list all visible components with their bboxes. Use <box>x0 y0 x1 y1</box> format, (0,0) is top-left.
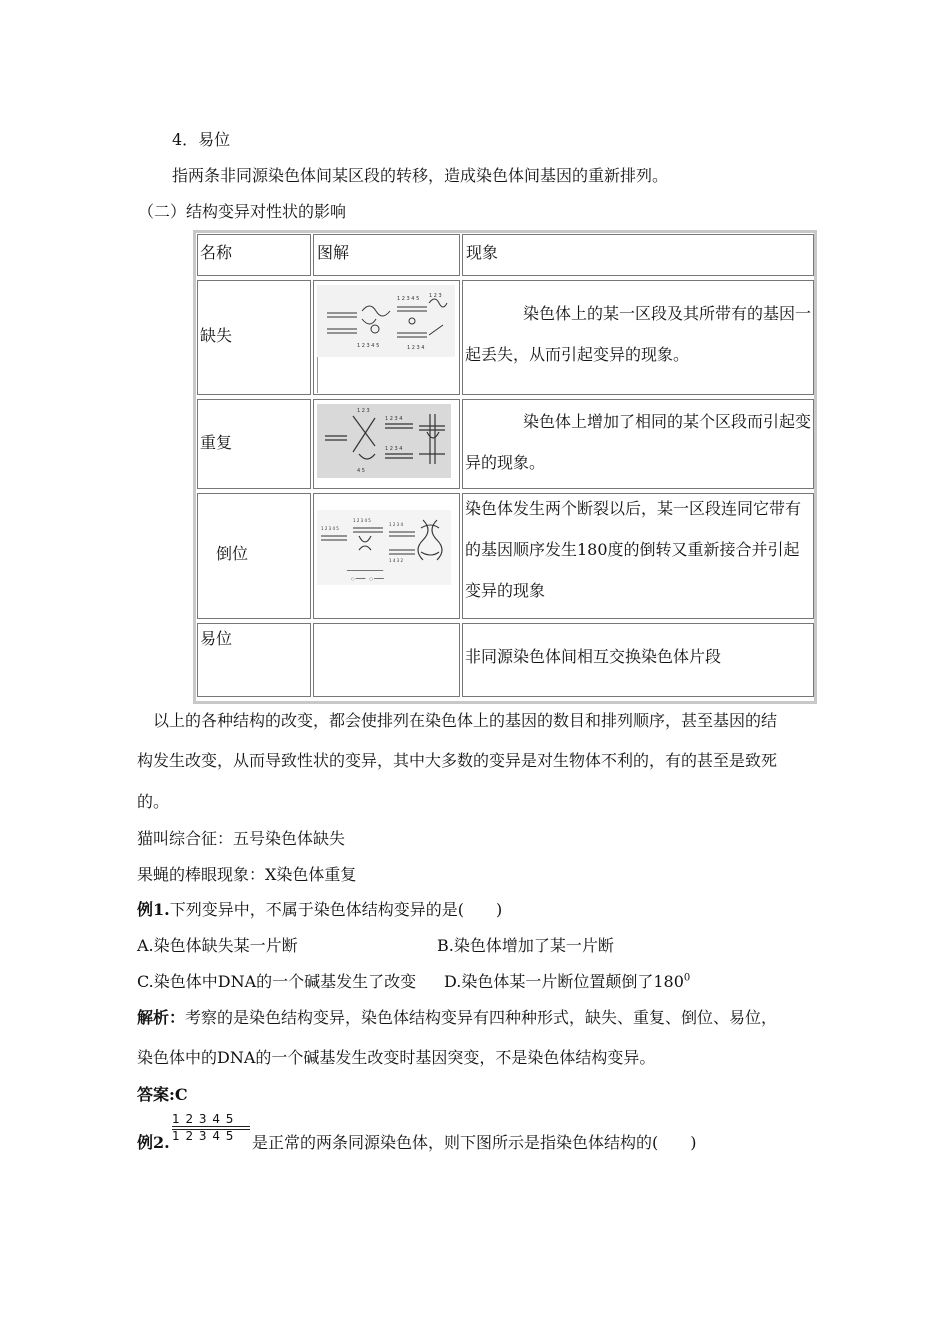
svg-text:1 4 3 2: 1 4 3 2 <box>389 558 403 563</box>
svg-text:1 2 3 4: 1 2 3 4 <box>385 446 403 452</box>
header-cell-diagram <box>313 234 460 276</box>
example-2-label: 例2. <box>137 1133 170 1152</box>
note-cri-du-chat: 猫叫综合征：五号染色体缺失 <box>137 829 346 848</box>
chromosome-bottom-labels: 1 2 3 4 5 <box>172 1129 235 1143</box>
svg-text:1 2 3 4 5: 1 2 3 4 5 <box>321 526 339 531</box>
deletion-chromosome-figure <box>317 285 455 357</box>
variation-table <box>193 230 817 704</box>
row-translocation-desc-cell <box>462 623 814 697</box>
answer-label: 答案: <box>137 1085 175 1104</box>
option-a: A.染色体缺失某一片断 <box>137 936 298 955</box>
example-2-question <box>137 1130 170 1153</box>
header-cell-phenomenon <box>462 234 814 276</box>
row-deletion-desc: 染色体上的某一区段及其所带有的基因一起丢失，从而引起变异的现象。 <box>465 304 812 364</box>
duplication-chromosome-figure <box>317 404 451 478</box>
svg-text:━━━━━━━━━━━━━━━: ━━━━━━━━━━━━━━━ <box>347 568 384 573</box>
row-duplication-diagram-cell <box>313 399 460 489</box>
analysis-line-1 <box>137 1005 777 1028</box>
svg-text:1 2 3 4 5: 1 2 3 4 5 <box>397 296 420 302</box>
inversion-chromosome-figure <box>317 510 451 585</box>
row-inversion-name-cell <box>197 493 311 619</box>
row-deletion-desc-cell <box>462 280 814 395</box>
row-translocation-diagram-cell <box>313 623 460 697</box>
heading-translocation: 4．易位 <box>172 130 231 149</box>
row-duplication-name-cell <box>197 399 311 489</box>
row-deletion-name: 缺失 <box>200 326 233 345</box>
duplication-diagram <box>317 404 451 478</box>
svg-text:1 2 3: 1 2 3 <box>357 408 370 414</box>
option-d-superscript: 0 <box>683 972 691 984</box>
summary-paragraph-line-3: 的。 <box>137 792 170 811</box>
row-inversion-desc-cell <box>462 493 814 619</box>
svg-text:4 5: 4 5 <box>357 468 365 474</box>
note-bar-eye: 果蝇的棒眼现象：X染色体重复 <box>137 865 357 884</box>
translocation-description: 指两条非同源染色体间某区段的转移，造成染色体间基因的重新排列。 <box>172 166 669 185</box>
row-translocation-name-cell <box>197 623 311 697</box>
section-title: （二）结构变异对性状的影响 <box>138 202 347 221</box>
example-1-question <box>137 897 502 920</box>
row-inversion-diagram-cell <box>313 493 460 619</box>
diagram-cell-divider <box>317 357 318 393</box>
option-d-text: D.染色体某一片断位置颠倒了180 <box>444 972 684 991</box>
analysis-line-2: 染色体中的DNA的一个碱基发生改变时基因突变，不是染色体结构变异。 <box>137 1048 656 1067</box>
option-b: B.染色体增加了某一片断 <box>437 936 614 955</box>
example-2-text: 是正常的两条同源染色体，则下图所示是指染色体结构的( ) <box>252 1133 697 1152</box>
analysis-label: 解析： <box>137 1008 186 1027</box>
chromosome-top-labels: 1 2 3 4 5 <box>172 1112 235 1126</box>
option-c: C.染色体中DNA的一个碱基发生了改变 <box>137 972 417 991</box>
svg-text:1 2 3 4: 1 2 3 4 <box>407 345 425 351</box>
analysis-text-1: 考察的是染色结构变异，染色体结构变异有四种种形式，缺失、重复、倒位、易位， <box>185 1008 778 1027</box>
header-cell-name <box>197 234 311 276</box>
svg-text:○ ━━━━ ○ ━━━━: ○ ━━━━ ○ ━━━━ <box>351 576 384 581</box>
summary-paragraph-line-1: 以上的各种结构的改变，都会使排列在染色体上的基因的数目和排列顺序，甚至基因的结 <box>153 711 778 730</box>
row-duplication-desc-cell <box>462 399 814 489</box>
inversion-diagram <box>317 510 451 585</box>
answer-value: C <box>174 1085 188 1104</box>
svg-text:1 2 3: 1 2 3 <box>429 293 442 299</box>
chromosome-top-line <box>172 1126 250 1127</box>
row-deletion-diagram-cell <box>313 280 460 395</box>
header-phenomenon: 现象 <box>466 243 499 262</box>
example-1-label: 例1. <box>137 900 170 919</box>
row-translocation-desc: 非同源染色体间相互交换染色体片段 <box>465 647 722 666</box>
row-inversion-desc: 染色体发生两个断裂以后，某一区段连同它带有的基因顺序发生180度的倒转又重新接合并引起变异的现象 <box>465 499 802 600</box>
row-duplication-name: 重复 <box>200 433 233 452</box>
homologous-chromosome-figure <box>172 1112 252 1148</box>
svg-text:1 2 3 4 5: 1 2 3 4 5 <box>353 518 371 523</box>
summary-paragraph-line-2: 构发生改变，从而导致性状的变异，其中大多数的变异是对生物体不利的，有的甚至是致死 <box>137 751 778 770</box>
svg-text:1 2 3 4: 1 2 3 4 <box>385 416 403 422</box>
example-1-text: 下列变异中，不属于染色体结构变异的是( ) <box>169 900 503 919</box>
row-translocation-name: 易位 <box>200 629 233 648</box>
option-d <box>444 969 690 992</box>
svg-text:1 2 3 4 5: 1 2 3 4 5 <box>357 343 380 349</box>
deletion-diagram <box>317 285 455 357</box>
row-inversion-name: 倒位 <box>216 544 249 563</box>
header-name: 名称 <box>200 243 233 262</box>
answer-line <box>137 1082 188 1105</box>
svg-text:1 2 3 4: 1 2 3 4 <box>389 522 403 527</box>
header-diagram: 图解 <box>317 243 350 262</box>
row-duplication-desc: 染色体上增加了相同的某个区段而引起变异的现象。 <box>465 412 812 472</box>
row-deletion-name-cell <box>197 280 311 395</box>
